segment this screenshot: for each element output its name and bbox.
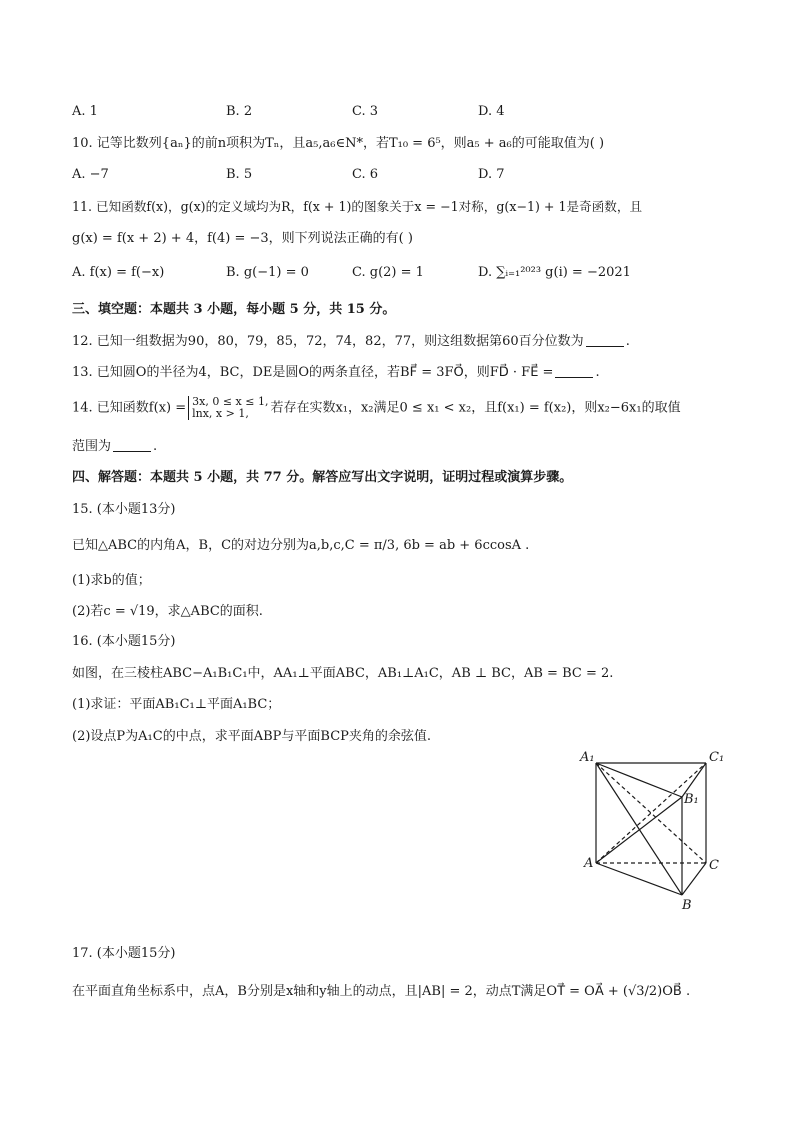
q11-option-c: C. g(2) = 1 xyxy=(352,265,424,280)
q14-piecewise xyxy=(188,396,268,420)
label-c: C xyxy=(709,858,719,873)
q11-option-d: D. ∑ᵢ₌₁²⁰²³ g(i) = −2021 xyxy=(478,265,631,280)
q11-option-a: A. f(x) = f(−x) xyxy=(72,265,165,280)
q10-stem: 10. 记等比数列{aₙ}的前n项积为Tₙ，且a₅,a₆∈N*，若T₁₀ = 6⁵，则a₅ + a₆的可能取值为( ) xyxy=(72,136,605,151)
q10-option-a: A. −7 xyxy=(72,167,109,182)
q11-option-b: B. g(−1) = 0 xyxy=(226,265,309,280)
q16-header: 16. (本小题15分) xyxy=(72,634,176,649)
section-solutions-header: 四、解答题：本题共 5 小题，共 77 分。解答应写出文字说明，证明过程或演算步骤。 xyxy=(72,470,573,485)
label-a1: A₁ xyxy=(580,750,595,765)
edge-b-c xyxy=(682,863,706,895)
section-fill-in-header: 三、填空题：本题共 3 小题，每小题 5 分，共 15 分。 xyxy=(72,302,396,317)
q15-header: 15. (本小题13分) xyxy=(72,502,176,517)
label-b: B xyxy=(682,898,692,913)
q9-option-b: B. 2 xyxy=(226,104,253,119)
q14-line2-text: 范围为 xyxy=(72,439,112,454)
q10-option-c: C. 6 xyxy=(352,167,379,182)
q14-end: . xyxy=(153,439,158,454)
q9-option-d: D. 4 xyxy=(478,104,505,119)
q17-stem: 在平面直角坐标系中，点A，B分别是x轴和y轴上的动点，且|AB| = 2，动点T满足OT⃗ = OA⃗ + (√3/2)OB⃗ . xyxy=(72,984,691,999)
q11-stem-line2: g(x) = f(x + 2) + 4，f(4) = −3，则下列说法正确的有( ) xyxy=(72,231,413,246)
q11-stem-line1: 11. 已知函数f(x)，g(x)的定义域均为R，f(x + 1)的图象关于x = −1对称，g(x−1) + 1是奇函数，且 xyxy=(72,199,643,214)
q14-prefix: 14. 已知函数f(x) = xyxy=(72,400,187,416)
q12-text: 12. 已知一组数据为90，80，79，85，72，74，82，77，则这组数据第60百分位数为 xyxy=(72,334,584,349)
q17-header: 17. (本小题15分) xyxy=(72,946,176,961)
q16-part1: (1)求证：平面AB₁C₁⊥平面A₁BC； xyxy=(72,697,281,712)
q14-suffix: 若存在实数x₁，x₂满足0 ≤ x₁ < x₂，且f(x₁) = f(x₂)，则x₂−6x₁的取值 xyxy=(270,400,681,416)
q9-option-c: C. 3 xyxy=(352,104,379,119)
edge-a-b xyxy=(596,863,682,895)
q10-option-b: B. 5 xyxy=(226,167,253,182)
q14-piece1: 3x, 0 ≤ x ≤ 1, xyxy=(192,395,269,408)
edge-a1-b1 xyxy=(596,763,682,797)
q12-answer-blank xyxy=(586,346,624,347)
q13-text: 13. 已知圆O的半径为4，BC，DE是圆O的两条直径，若BF⃗ = 3FO⃗，则FD⃗ · FE⃗ = xyxy=(72,365,554,380)
q16-part2: (2)设点P为A₁C的中点，求平面ABP与平面BCP夹角的余弦值. xyxy=(72,729,432,744)
q13-end: . xyxy=(595,365,600,380)
q14-line1 xyxy=(72,396,681,420)
q16-stem: 如图，在三棱柱ABC−A₁B₁C₁中，AA₁⊥平面ABC，AB₁⊥A₁C，AB ⊥ BC，AB = BC = 2. xyxy=(72,666,614,681)
label-b1: B₁ xyxy=(684,792,699,807)
prism-figure xyxy=(570,745,730,915)
q15-part2: (2)若c = √19，求△ABC的面积. xyxy=(72,604,263,619)
label-c1: C₁ xyxy=(709,750,725,765)
q12-end: . xyxy=(625,334,630,349)
q13 xyxy=(72,364,600,382)
q9-option-a: A. 1 xyxy=(72,104,98,119)
q12 xyxy=(72,333,630,351)
label-a: A xyxy=(584,856,594,871)
q14-piece2: lnx, x > 1, xyxy=(192,407,249,420)
q15-part1: (1)求b的值； xyxy=(72,573,151,588)
q13-answer-blank xyxy=(555,377,593,378)
q14-line2 xyxy=(72,438,157,456)
q10-option-d: D. 7 xyxy=(478,167,505,182)
q14-answer-blank xyxy=(113,451,151,452)
q15-stem: 已知△ABC的内角A，B，C的对边分别为a,b,c,C = π/3, 6b = ab + 6ccosA . xyxy=(72,538,530,553)
